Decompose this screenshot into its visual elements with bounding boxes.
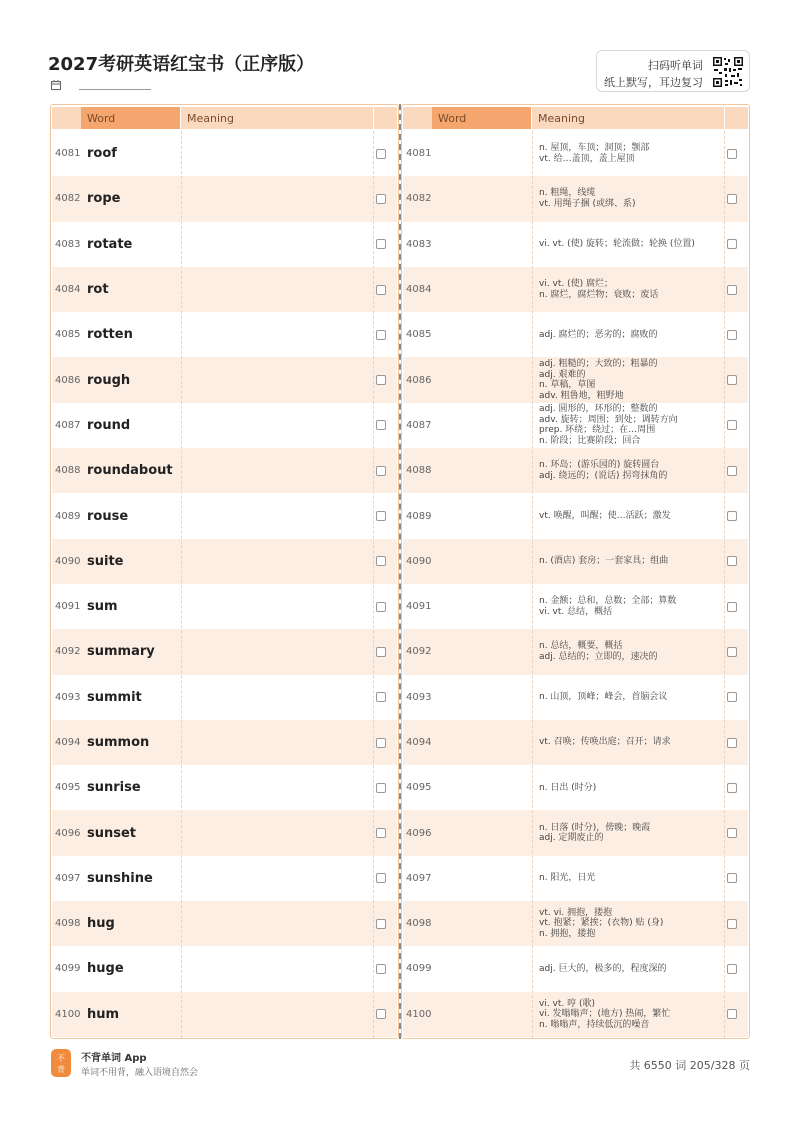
entry-word: roof	[87, 146, 117, 162]
right-rows	[403, 131, 748, 1037]
checkbox[interactable]	[376, 330, 386, 340]
table-row	[403, 629, 748, 674]
column-separator	[373, 131, 374, 1038]
entry-meaning	[539, 312, 657, 357]
checkbox[interactable]	[727, 466, 737, 476]
meaning-line: vi. vt. (使) 腐烂；	[539, 279, 614, 290]
entry-number: 4095	[406, 782, 432, 794]
date-row	[51, 80, 151, 90]
entry-number: 4097	[406, 872, 432, 884]
table-row	[403, 222, 748, 267]
table-row	[52, 946, 397, 991]
table-row	[52, 493, 397, 538]
table-row	[403, 267, 748, 312]
right-meaning-table	[401, 104, 750, 1039]
entry-word: summit	[87, 689, 142, 705]
entry-number: 4089	[406, 510, 432, 522]
number-column-header	[403, 107, 432, 129]
meaning-line: n. 嗡嗡声，持续低沉的噪音	[539, 1019, 650, 1030]
checkbox[interactable]	[376, 602, 386, 612]
entry-meaning	[539, 856, 595, 901]
table-row	[52, 675, 397, 720]
checkbox[interactable]	[376, 466, 386, 476]
entry-number: 4096	[55, 827, 81, 839]
meaning-line: adj. 圆形的，环形的；整数的	[539, 404, 658, 415]
checkbox[interactable]	[727, 919, 737, 929]
checkbox[interactable]	[727, 556, 737, 566]
entry-number: 4100	[406, 1008, 432, 1020]
table-row	[403, 448, 748, 493]
checkbox[interactable]	[727, 692, 737, 702]
entry-meaning	[539, 946, 666, 991]
checkbox[interactable]	[727, 239, 737, 249]
meaning-line: n. 阶段；比赛阶段；回合	[539, 435, 641, 446]
entry-number: 4099	[406, 963, 432, 975]
word-column-header: Word	[432, 107, 531, 129]
entry-number: 4092	[406, 646, 432, 658]
checkbox[interactable]	[376, 375, 386, 385]
entry-word: round	[87, 417, 131, 433]
meaning-line: n. (酒店) 套房；一套家具；组曲	[539, 556, 669, 567]
entry-number: 4097	[55, 872, 81, 884]
entry-number: 4085	[406, 329, 432, 341]
entry-word: sunshine	[87, 870, 153, 886]
checkbox[interactable]	[727, 1009, 737, 1019]
qr-code-icon[interactable]	[712, 56, 744, 88]
entry-word: rope	[87, 191, 121, 207]
column-separator	[181, 131, 182, 1038]
entry-number: 4098	[55, 918, 81, 930]
checkbox[interactable]	[727, 420, 737, 430]
entry-meaning	[539, 267, 658, 312]
meaning-line: adj. 绕远的；(说话) 拐弯抹角的	[539, 470, 668, 481]
qr-caption-2: 纸上默写，耳边复习	[604, 76, 703, 89]
column-separator	[532, 131, 533, 1038]
checkbox[interactable]	[376, 1009, 386, 1019]
table-row	[52, 176, 397, 221]
checkbox[interactable]	[376, 647, 386, 657]
checkbox[interactable]	[376, 783, 386, 793]
table-row	[403, 675, 748, 720]
checkbox[interactable]	[727, 783, 737, 793]
entry-number: 4099	[55, 963, 81, 975]
table-row	[52, 267, 397, 312]
check-column-header	[374, 107, 397, 129]
table-row	[52, 131, 397, 176]
entry-meaning	[539, 357, 657, 402]
meaning-line: n. 山顶，顶峰；峰会，首脑会议	[539, 691, 668, 702]
checkbox[interactable]	[376, 556, 386, 566]
entry-word: rot	[87, 282, 109, 298]
meaning-line: n. 拥抱，搂抱	[539, 928, 596, 939]
meaning-line: adj. 巨大的，极多的，程度深的	[539, 963, 667, 974]
table-row	[403, 357, 748, 402]
table-row	[52, 403, 397, 448]
table-row	[52, 856, 397, 901]
entry-word: sunset	[87, 825, 137, 841]
entry-meaning	[539, 584, 676, 629]
table-row	[403, 493, 748, 538]
checkbox[interactable]	[727, 964, 737, 974]
meaning-line: adj. 粗糙的；大致的；粗暴的	[539, 359, 658, 370]
table-row	[52, 629, 397, 674]
entry-meaning	[539, 901, 663, 946]
entry-number: 4089	[55, 510, 81, 522]
page-title: 2027考研英语红宝书（正序版）	[48, 54, 315, 75]
checkbox[interactable]	[727, 194, 737, 204]
logo-char-1: 不	[57, 1054, 65, 1063]
entry-number: 4087	[55, 419, 81, 431]
table-row	[403, 992, 748, 1037]
entry-number: 4094	[406, 737, 432, 748]
checkbox[interactable]	[376, 919, 386, 929]
checkbox[interactable]	[727, 285, 737, 295]
left-word-table	[50, 104, 399, 1039]
meaning-line: vi. 发嗡嗡声；(地方) 热闹，繁忙	[539, 1009, 671, 1020]
entry-number: 4091	[55, 601, 81, 613]
entry-number: 4095	[55, 782, 81, 794]
meaning-line: n. 环岛；(游乐园的) 旋转圆台	[539, 460, 660, 471]
entry-meaning	[539, 675, 667, 720]
qr-box	[596, 50, 750, 92]
entry-number: 4081	[406, 148, 432, 160]
checkbox[interactable]	[727, 873, 737, 883]
meaning-line: adv. 粗鲁地，粗野地	[539, 390, 624, 401]
checkbox[interactable]	[376, 149, 386, 159]
entry-meaning	[539, 176, 635, 221]
checkbox[interactable]	[727, 375, 737, 385]
checkbox[interactable]	[376, 239, 386, 249]
page-info: 共 6550 词 205/328 页	[629, 1059, 750, 1072]
table-row	[403, 176, 748, 221]
table-row	[52, 222, 397, 267]
entry-word: roundabout	[87, 463, 173, 479]
entry-number: 4085	[55, 329, 81, 341]
entry-word: summon	[87, 735, 150, 750]
checkbox[interactable]	[376, 964, 386, 974]
meaning-line: vt. 召唤；传唤出庭；召开；请求	[539, 737, 671, 748]
entry-number: 4088	[406, 465, 432, 477]
entry-number: 4088	[55, 465, 81, 477]
entry-meaning	[539, 403, 678, 448]
table-row	[403, 810, 748, 855]
meaning-line: adj. 腐烂的；恶劣的；腐败的	[539, 329, 658, 340]
meaning-line: adv. 旋转；周围；到处；调转方向	[539, 414, 678, 425]
app-logo-icon	[51, 1049, 71, 1077]
table-row	[403, 539, 748, 584]
entry-meaning	[539, 539, 668, 584]
table-row	[52, 901, 397, 946]
entry-word: summary	[87, 644, 155, 660]
table-row	[52, 584, 397, 629]
table-row	[52, 720, 397, 765]
entry-word: rough	[87, 372, 131, 388]
entry-word: sunrise	[87, 780, 141, 796]
table-row	[403, 946, 748, 991]
entry-number: 4087	[406, 419, 432, 431]
table-row	[403, 856, 748, 901]
checkbox[interactable]	[727, 330, 737, 340]
entry-number: 4096	[406, 827, 432, 839]
meaning-line: n. 粗绳，线缆	[539, 188, 596, 199]
checkbox[interactable]	[727, 149, 737, 159]
entry-number: 4082	[55, 193, 81, 205]
entry-word: hum	[87, 1006, 120, 1022]
table-row	[403, 403, 748, 448]
word-column-header: Word	[81, 107, 180, 129]
qr-caption-1: 扫码听单词	[648, 59, 703, 72]
meaning-line: adj. 定期废止的	[539, 833, 604, 844]
entry-meaning	[539, 992, 670, 1037]
entry-meaning	[539, 131, 649, 176]
meaning-line: n. 金额；总和，总数；全部；算数	[539, 596, 677, 607]
meaning-line: adj. 总结的；立即的，速决的	[539, 651, 658, 662]
meaning-line: adj. 艰难的	[539, 369, 586, 380]
meaning-line: n. 日落 (时分)，傍晚；晚霞	[539, 822, 651, 833]
entry-word: rotten	[87, 327, 133, 343]
checkbox[interactable]	[376, 692, 386, 702]
checkbox[interactable]	[727, 511, 737, 521]
table-row	[403, 584, 748, 629]
entry-word: rotate	[87, 236, 133, 252]
table-row	[403, 720, 748, 765]
entry-word: huge	[87, 961, 124, 977]
logo-char-2: 背	[57, 1065, 65, 1074]
meaning-line: vi. vt. 总结，概括	[539, 606, 613, 617]
entry-meaning	[539, 765, 596, 810]
entry-number: 4084	[406, 284, 432, 296]
table-row	[52, 765, 397, 810]
table-row	[403, 131, 748, 176]
entry-word: rouse	[87, 508, 129, 524]
checkbox[interactable]	[727, 738, 737, 748]
date-field[interactable]	[79, 80, 151, 90]
checkbox[interactable]	[727, 828, 737, 838]
checkbox[interactable]	[376, 828, 386, 838]
checkbox[interactable]	[376, 511, 386, 521]
entry-meaning	[539, 493, 671, 538]
entry-number: 4082	[406, 193, 432, 205]
table-row	[52, 992, 397, 1037]
entry-number: 4086	[55, 374, 81, 386]
entry-number: 4090	[406, 555, 432, 567]
checkbox[interactable]	[727, 602, 737, 612]
entry-meaning	[539, 810, 650, 855]
entry-number: 4091	[406, 601, 432, 613]
meaning-column-header: Meaning	[181, 107, 373, 129]
check-column-header	[725, 107, 748, 129]
table-row	[403, 312, 748, 357]
entry-number: 4093	[55, 691, 81, 703]
table-row	[52, 357, 397, 402]
entry-meaning	[539, 222, 695, 267]
meaning-line: n. 屋顶，车顶；洞顶；颚部	[539, 143, 650, 154]
table-row	[52, 312, 397, 357]
entry-meaning	[539, 720, 671, 765]
checkbox[interactable]	[376, 285, 386, 295]
table-row	[403, 765, 748, 810]
checkbox[interactable]	[376, 194, 386, 204]
meaning-line: n. 日出 (时分)	[539, 782, 597, 793]
table-row	[403, 901, 748, 946]
entry-number: 4092	[55, 646, 81, 658]
entry-word: sum	[87, 599, 118, 615]
meaning-line: n. 草稿，草图	[539, 380, 596, 391]
entry-number: 4094	[55, 737, 81, 748]
table-row	[52, 539, 397, 584]
table-row	[52, 448, 397, 493]
app-slogan: 单词不用背，融入语境自然会	[81, 1068, 199, 1078]
entry-meaning	[539, 448, 667, 493]
meaning-line: vi. vt. (使) 旋转；轮流做；轮换 (位置)	[539, 238, 695, 249]
table-row	[52, 810, 397, 855]
entry-number: 4100	[55, 1008, 81, 1020]
calendar-icon	[51, 80, 61, 90]
meaning-line: vt. vi. 拥抱，搂抱	[539, 907, 613, 918]
entry-number: 4083	[406, 238, 432, 250]
meaning-line: vt. 唤醒，叫醒；使…活跃；激发	[539, 510, 671, 521]
meaning-line: n. 腐烂，腐烂物；衰败；废话	[539, 289, 659, 300]
entry-word: suite	[87, 553, 124, 569]
entry-number: 4084	[55, 284, 81, 296]
meaning-line: vi. vt. 哼 (歌)	[539, 998, 596, 1009]
entry-number: 4081	[55, 148, 81, 160]
entry-number: 4098	[406, 918, 432, 930]
entry-number: 4093	[406, 691, 432, 703]
app-name: 不背单词 App	[81, 1053, 147, 1064]
meaning-line: vt. 给…盖顶，盖上屋顶	[539, 153, 635, 164]
meaning-line: n. 总结，概要，概括	[539, 641, 623, 652]
meaning-column-header: Meaning	[532, 107, 724, 129]
checkbox[interactable]	[376, 738, 386, 748]
number-column-header	[52, 107, 81, 129]
entry-word: hug	[87, 916, 115, 932]
entry-meaning	[539, 629, 657, 674]
checkbox[interactable]	[376, 873, 386, 883]
meaning-line: vt. 抱紧；紧挨；(衣物) 贴 (身)	[539, 918, 664, 929]
meaning-line: vt. 用绳子捆 (或绑、系)	[539, 198, 636, 209]
meaning-line: n. 阳光，日光	[539, 873, 596, 884]
column-separator	[724, 131, 725, 1038]
entry-number: 4083	[55, 238, 81, 250]
meaning-line: prep. 环绕；绕过；在…周围	[539, 425, 656, 436]
entry-number: 4090	[55, 555, 81, 567]
left-rows	[52, 131, 397, 1037]
entry-number: 4086	[406, 374, 432, 386]
checkbox[interactable]	[376, 420, 386, 430]
checkbox[interactable]	[727, 647, 737, 657]
